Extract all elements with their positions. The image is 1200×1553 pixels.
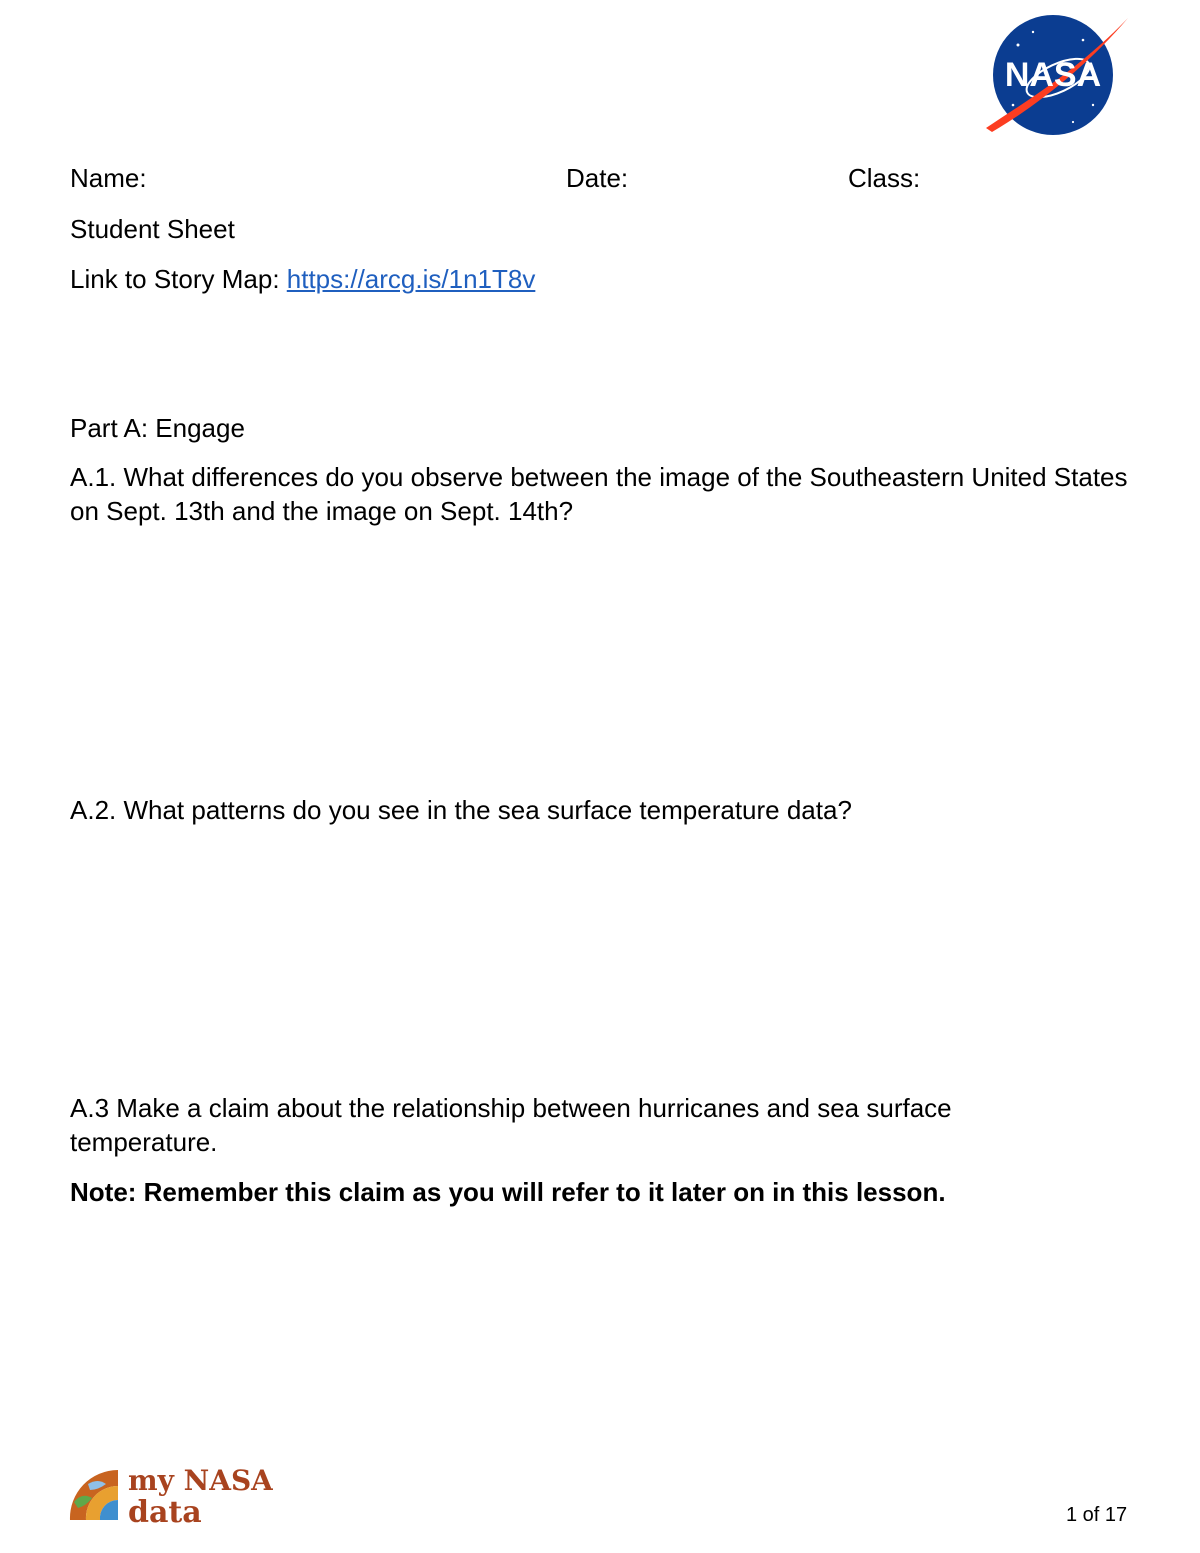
part-a-heading: Part A: Engage bbox=[70, 413, 245, 443]
nasa-logo-text: NASA bbox=[1004, 56, 1102, 94]
question-a1: A.1. What differences do you observe between the image of the Southeastern United States on Sept. 13th and the image on Sept. 14th? bbox=[70, 462, 1128, 526]
class-label: Class: bbox=[848, 163, 921, 193]
date-label: Date: bbox=[566, 163, 629, 193]
question-a2: A.2. What patterns do you see in the sea surface temperature data? bbox=[70, 795, 852, 825]
question-a3: A.3 Make a claim about the relationship between hurricanes and sea surface temperature. bbox=[70, 1093, 952, 1157]
story-map-link[interactable]: https://arcg.is/1n1T8v bbox=[286, 264, 536, 294]
nasa-logo bbox=[978, 10, 1128, 140]
mynasadata-logo bbox=[68, 1462, 273, 1528]
mynasadata-logo-line1: my NASA bbox=[128, 1464, 273, 1497]
story-map-line bbox=[70, 262, 535, 296]
sheet-title: Student Sheet bbox=[70, 214, 235, 244]
note: Note: Remember this claim as you will refer to it later on in this lesson. bbox=[70, 1177, 946, 1207]
mynasadata-logo-line2: data bbox=[128, 1495, 202, 1528]
page-number: 1 of 17 bbox=[1066, 1504, 1128, 1526]
name-label: Name: bbox=[70, 163, 147, 193]
story-map-label: Link to Story Map: bbox=[70, 264, 287, 294]
